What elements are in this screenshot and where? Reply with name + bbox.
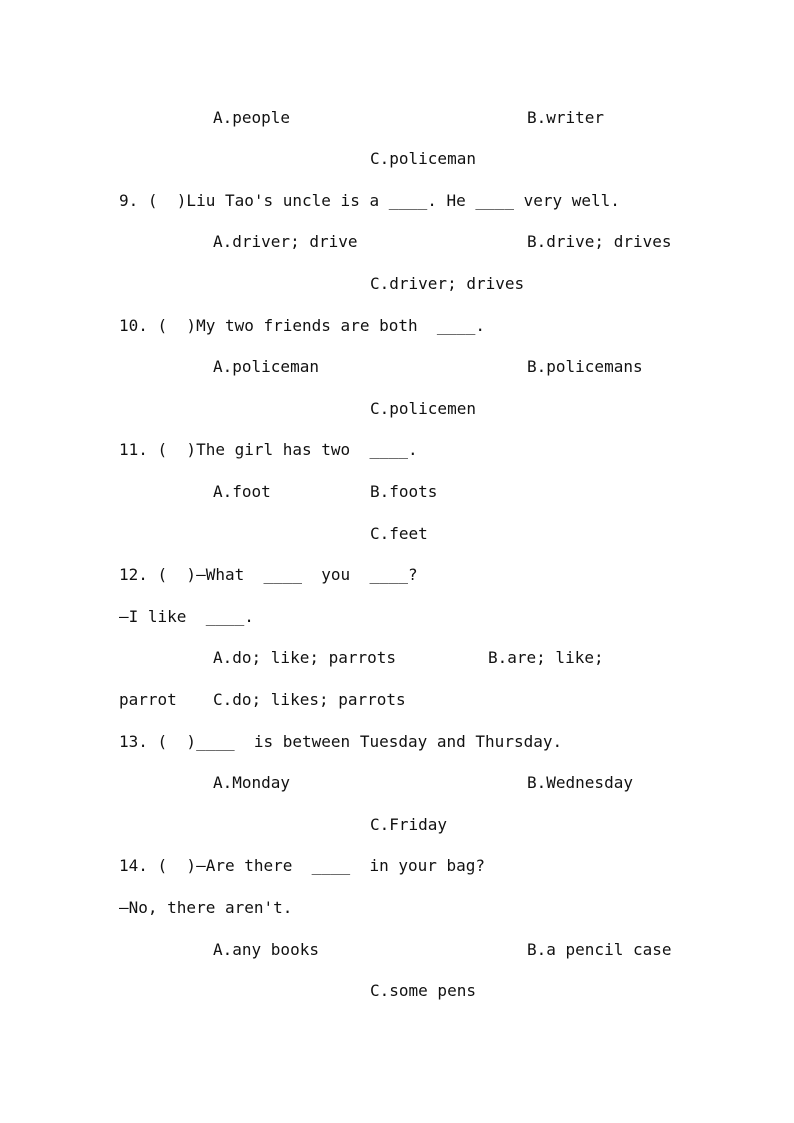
q11-option-b: B.foots xyxy=(370,482,438,501)
q13-stem: 13. ( )____ is between Tuesday and Thursday. xyxy=(119,732,563,751)
q13-option-c: C.Friday xyxy=(370,815,448,834)
q8-option-c: C.policeman xyxy=(370,149,476,168)
q11-option-c: C.feet xyxy=(370,524,428,543)
q14-stem-line2: —No, there aren't. xyxy=(119,898,293,917)
q12-option-c: C.do; likes; parrots xyxy=(213,690,406,709)
q10-option-b: B.policemans xyxy=(527,357,643,376)
q12-option-b: B.are; like; xyxy=(488,648,604,667)
q10-option-c: C.policemen xyxy=(370,399,476,418)
q12-stem: 12. ( )—What ____ you ____? xyxy=(119,565,418,584)
q9-option-b: B.drive; drives xyxy=(527,232,672,251)
q14-stem: 14. ( )—Are there ____ in your bag? xyxy=(119,856,486,875)
q12-stem-line2: —I like ____. xyxy=(119,607,254,626)
q14-option-a: A.any books xyxy=(213,940,319,959)
q10-option-a: A.policeman xyxy=(213,357,319,376)
q9-stem: 9. ( )Liu Tao's uncle is a ____. He ____ very well. xyxy=(119,191,620,210)
q13-option-b: B.Wednesday xyxy=(527,773,633,792)
q8-option-a: A.people xyxy=(213,108,291,127)
q10-stem: 10. ( )My two friends are both ____. xyxy=(119,316,486,335)
q11-option-a: A.foot xyxy=(213,482,271,501)
q14-option-c: C.some pens xyxy=(370,981,476,1000)
q12-option-a: A.do; like; parrots xyxy=(213,648,397,667)
q14-option-b: B.a pencil case xyxy=(527,940,672,959)
q12-option-b-cont: parrot xyxy=(119,690,177,709)
q9-option-c: C.driver; drives xyxy=(370,274,525,293)
q13-option-a: A.Monday xyxy=(213,773,291,792)
q9-option-a: A.driver; drive xyxy=(213,232,358,251)
q11-stem: 11. ( )The girl has two ____. xyxy=(119,440,418,459)
q8-option-b: B.writer xyxy=(527,108,605,127)
